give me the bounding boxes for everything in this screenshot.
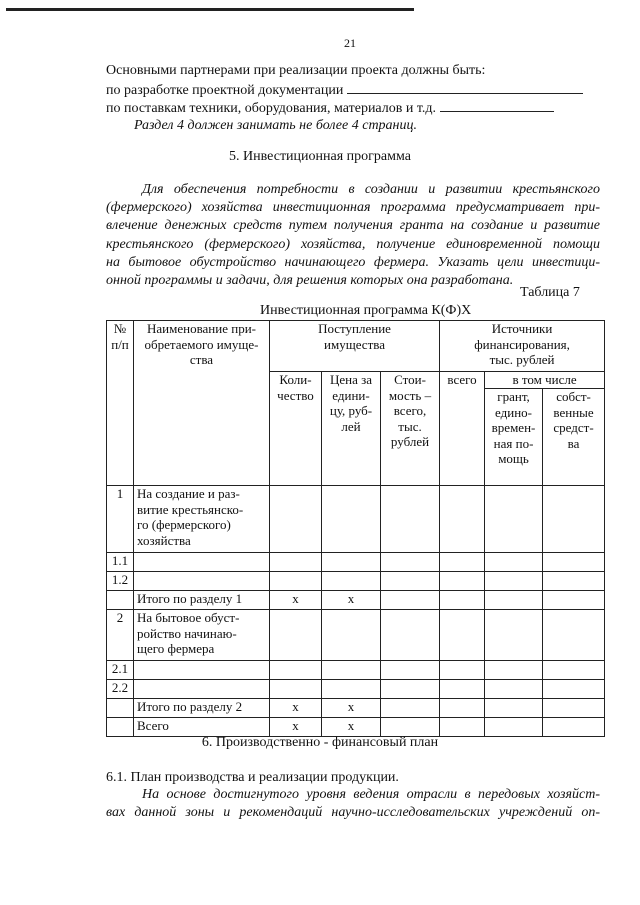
section5-title: 5. Инвестиционная программа bbox=[229, 149, 411, 164]
cell-grant[interactable] bbox=[485, 610, 543, 661]
header-grant: грант, едино- времен- ная по- мощь bbox=[485, 389, 543, 486]
table-row bbox=[107, 610, 605, 661]
partners-intro: Основными партнерами при реализации проекта должны быть: bbox=[106, 63, 486, 78]
cell-price[interactable] bbox=[322, 610, 381, 661]
cell-own[interactable] bbox=[543, 610, 605, 661]
cell-qty: х bbox=[270, 718, 322, 737]
section5-paragraph bbox=[106, 181, 600, 290]
paragraph-line: Для обеспечения потребности в создании и развитии крестьянского bbox=[142, 182, 600, 197]
cell-grant[interactable] bbox=[485, 661, 543, 680]
cell-qty: х bbox=[270, 591, 322, 610]
row-num: 2.2 bbox=[107, 680, 134, 699]
cell-grant[interactable] bbox=[485, 680, 543, 699]
table-row bbox=[107, 553, 605, 572]
cell-grant[interactable] bbox=[485, 718, 543, 737]
cell-cost[interactable] bbox=[381, 661, 440, 680]
table-row bbox=[107, 591, 605, 610]
row-name: На бытовое обуст- ройство начинаю- щего фермера bbox=[134, 610, 270, 661]
paragraph-line: (фермерского) хозяйства инвестиционная программа предусматривает при- bbox=[106, 200, 600, 216]
cell-cost[interactable] bbox=[381, 610, 440, 661]
paragraph-line: влечение денежных средств путем получения гранта на создание и развитие bbox=[106, 218, 600, 234]
row-num: 2.1 bbox=[107, 661, 134, 680]
cell-total[interactable] bbox=[440, 718, 485, 737]
header-price: Цена за едини- цу, руб- лей bbox=[322, 372, 381, 486]
cell-price: х bbox=[322, 591, 381, 610]
cell-total[interactable] bbox=[440, 699, 485, 718]
cell-total[interactable] bbox=[440, 572, 485, 591]
cell-price: х bbox=[322, 718, 381, 737]
section6-paragraph bbox=[106, 786, 600, 822]
cell-cost[interactable] bbox=[381, 553, 440, 572]
header-receipt: Поступление имущества bbox=[270, 321, 440, 372]
section4-note: Раздел 4 должен занимать не более 4 страниц. bbox=[134, 118, 417, 133]
top-rule bbox=[6, 8, 414, 11]
cell-cost[interactable] bbox=[381, 591, 440, 610]
table-label: Таблица 7 bbox=[520, 285, 580, 300]
section6-title: 6. Производственно - финансовый план bbox=[201, 735, 439, 750]
partners-line-supply bbox=[106, 99, 554, 117]
cell-qty[interactable] bbox=[270, 661, 322, 680]
cell-qty[interactable] bbox=[270, 610, 322, 661]
cell-price[interactable] bbox=[322, 661, 381, 680]
cell-qty[interactable] bbox=[270, 486, 322, 553]
row-name[interactable] bbox=[134, 553, 270, 572]
header-own-funds: собст- венные средст- ва bbox=[543, 389, 605, 486]
header-including: в том числе bbox=[485, 372, 605, 389]
cell-grant[interactable] bbox=[485, 699, 543, 718]
cell-total[interactable] bbox=[440, 680, 485, 699]
investment-table bbox=[106, 320, 605, 737]
cell-grant[interactable] bbox=[485, 486, 543, 553]
fill-blank-supply[interactable] bbox=[440, 99, 554, 112]
row-name: Всего bbox=[134, 718, 270, 737]
cell-cost[interactable] bbox=[381, 680, 440, 699]
row-name[interactable] bbox=[134, 572, 270, 591]
table-row bbox=[107, 486, 605, 553]
paragraph-line: онной программы и задачи, для решения которых она разработана. bbox=[106, 273, 514, 289]
header-qty: Коли- чество bbox=[270, 372, 322, 486]
cell-cost[interactable] bbox=[381, 699, 440, 718]
row-name[interactable] bbox=[134, 661, 270, 680]
row-num: 1.1 bbox=[107, 553, 134, 572]
header-name: Наименование при- обретаемого имуще- ства bbox=[134, 321, 270, 486]
partners-line-design-label: по разработке проектной документации bbox=[106, 83, 344, 98]
cell-qty[interactable] bbox=[270, 680, 322, 699]
paragraph-line: крестьянского (фермерского) хозяйства, получение единовременной помощи bbox=[106, 236, 600, 252]
table-title: Инвестиционная программа К(Ф)Х bbox=[260, 303, 472, 318]
cell-grant[interactable] bbox=[485, 553, 543, 572]
row-name: Итого по разделу 1 bbox=[134, 591, 270, 610]
paragraph-line: вах данной зоны и рекомендаций научно-исследовательских учреждений оп- bbox=[106, 805, 600, 821]
cell-total[interactable] bbox=[440, 486, 485, 553]
cell-own[interactable] bbox=[543, 553, 605, 572]
row-name: Итого по разделу 2 bbox=[134, 699, 270, 718]
cell-price: х bbox=[322, 699, 381, 718]
table-row bbox=[107, 699, 605, 718]
cell-qty[interactable] bbox=[270, 553, 322, 572]
cell-grant[interactable] bbox=[485, 591, 543, 610]
cell-price[interactable] bbox=[322, 553, 381, 572]
cell-own[interactable] bbox=[543, 572, 605, 591]
row-name: На создание и раз- витие крестьянско- го (фермерского) хозяйства bbox=[134, 486, 270, 553]
cell-grant[interactable] bbox=[485, 572, 543, 591]
row-name[interactable] bbox=[134, 680, 270, 699]
header-num: № п/п bbox=[107, 321, 134, 486]
row-num: 1.2 bbox=[107, 572, 134, 591]
header-total: всего bbox=[440, 372, 485, 486]
section6-subtitle: 6.1. План производства и реализации продукции. bbox=[106, 770, 399, 785]
cell-cost[interactable] bbox=[381, 572, 440, 591]
cell-total[interactable] bbox=[440, 661, 485, 680]
table-row bbox=[107, 718, 605, 737]
page-number: 21 bbox=[344, 36, 356, 50]
paragraph-line: на бытовое обустройство начинающего фермера. Указать цели инвестици- bbox=[106, 254, 600, 270]
cell-own[interactable] bbox=[543, 699, 605, 718]
row-num bbox=[107, 591, 134, 610]
cell-total[interactable] bbox=[440, 553, 485, 572]
fill-blank-design[interactable] bbox=[347, 81, 583, 94]
table-row bbox=[107, 680, 605, 699]
cell-own[interactable] bbox=[543, 680, 605, 699]
cell-own[interactable] bbox=[543, 591, 605, 610]
cell-total[interactable] bbox=[440, 591, 485, 610]
cell-price[interactable] bbox=[322, 680, 381, 699]
cell-qty: х bbox=[270, 699, 322, 718]
row-num bbox=[107, 699, 134, 718]
row-num: 2 bbox=[107, 610, 134, 661]
cell-price[interactable] bbox=[322, 486, 381, 553]
header-cost: Стои- мость – всего, тыс. рублей bbox=[381, 372, 440, 486]
table-row bbox=[107, 661, 605, 680]
paragraph-line: На основе достигнутого уровня ведения отрасли в передовых хозяйст- bbox=[142, 787, 600, 802]
cell-own[interactable] bbox=[543, 486, 605, 553]
cell-cost[interactable] bbox=[381, 718, 440, 737]
row-num: 1 bbox=[107, 486, 134, 553]
cell-own[interactable] bbox=[543, 718, 605, 737]
table-row bbox=[107, 572, 605, 591]
cell-total[interactable] bbox=[440, 610, 485, 661]
header-sources: Источники финансирования, тыс. рублей bbox=[440, 321, 605, 372]
cell-qty[interactable] bbox=[270, 572, 322, 591]
partners-line-supply-label: по поставкам техники, оборудования, материалов и т.д. bbox=[106, 101, 437, 116]
row-num bbox=[107, 718, 134, 737]
partners-line-design bbox=[106, 81, 583, 99]
cell-own[interactable] bbox=[543, 661, 605, 680]
cell-price[interactable] bbox=[322, 572, 381, 591]
cell-cost[interactable] bbox=[381, 486, 440, 553]
